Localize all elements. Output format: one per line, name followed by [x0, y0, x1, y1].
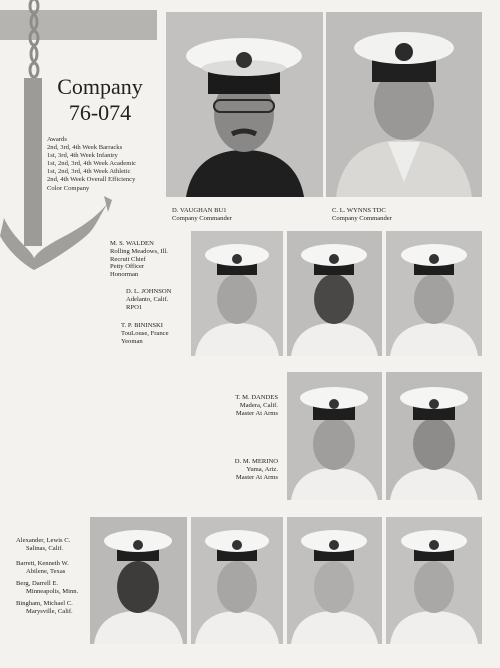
officer-hometown: Yuma, Ariz.: [246, 465, 278, 473]
recruit-hometown: Salinas, Calif.: [26, 544, 64, 552]
officer-title: Honorman: [110, 271, 139, 279]
officer-hometown: Madera, Calif.: [239, 401, 278, 409]
recruit-name: Berg, Darrell E.: [16, 580, 58, 587]
officer-hometown: TouLouse, France: [121, 329, 169, 337]
officer-title: RPO1: [126, 303, 143, 311]
photo-merino: [386, 372, 482, 500]
commander-role: Company Commander: [172, 214, 232, 222]
commander-name: D. VAUGHAN BU1: [172, 207, 227, 214]
award-line: 1st, 2nd, 3rd, 4th Week Academic: [47, 160, 137, 168]
portrait-image: [191, 231, 283, 356]
portrait-image: [287, 231, 382, 356]
portrait-image: [287, 372, 382, 500]
photo-berg: [287, 517, 382, 644]
recruit-hometown: Abilene, Texas: [26, 567, 66, 575]
photo-alexander: [90, 517, 187, 644]
officer-hometown: Rolling Meadows, Ill.: [110, 247, 168, 255]
commander-role: Company Commander: [332, 214, 392, 222]
officer-name: T. P. BININSKI: [121, 322, 164, 329]
photo-dandes: [287, 372, 382, 500]
recruit-name: Barrett, Kenneth W.: [16, 560, 69, 567]
officer-title: Master At Arms: [235, 473, 278, 481]
photo-commander-wynns: [326, 12, 482, 197]
photo-bininski: [386, 231, 482, 356]
award-line: 1st, 2nd, 3rd, 4th Week Athletic: [47, 168, 131, 176]
awards-list: [47, 136, 167, 193]
award-line: 2nd, 4th Week Overall Efficiency: [47, 176, 136, 184]
portrait-image: [386, 372, 482, 500]
recruit-hometown: Minneapolis, Minn.: [26, 587, 79, 595]
officer-hometown: Adelanto, Calif.: [126, 295, 169, 303]
recruit-hometown: Marysville, Calif.: [26, 607, 73, 615]
portrait-image: [386, 517, 482, 644]
photo-bingham: [386, 517, 482, 644]
portrait-image: [386, 231, 482, 356]
photo-barrett: [191, 517, 283, 644]
officer-caption: [200, 458, 278, 481]
officer-title: Yeoman: [121, 337, 143, 345]
photo-commander-vaughan: [166, 12, 323, 197]
officer-name: D. L. JOHNSON: [126, 288, 172, 295]
officer-caption: [200, 394, 278, 417]
officer-name: T. M. DANDES: [235, 394, 278, 401]
photo-johnson: [287, 231, 382, 356]
photo-walden: [191, 231, 283, 356]
officer-name: D. M. MERINO: [234, 458, 278, 465]
recruit-caption: [16, 600, 73, 616]
award-line: 1st, 3rd, 4th Week Infantry: [47, 152, 118, 160]
portrait-image: [166, 12, 323, 197]
recruit-caption: [16, 560, 69, 576]
recruit-name: Alexander, Lewis C.: [16, 537, 71, 544]
commander-caption: [332, 207, 392, 223]
portrait-image: [191, 517, 283, 644]
awards-label: Awards: [47, 136, 67, 143]
commander-caption: [172, 207, 232, 223]
company-title: Company: [57, 74, 143, 99]
recruit-name: Bingham, Michael C.: [16, 600, 73, 607]
officer-name: M. S. WALDEN: [110, 240, 154, 247]
recruit-caption: [16, 537, 70, 553]
recruit-caption: [16, 580, 78, 596]
award-line: 2nd, 3rd, 4th Week Barracks: [47, 144, 123, 152]
officer-title: Master At Arms: [235, 409, 278, 417]
company-number: 76-074: [68, 100, 132, 125]
commander-name: C. L. WYNNS TDC: [332, 207, 386, 214]
officer-caption: [121, 322, 169, 345]
portrait-image: [287, 517, 382, 644]
award-line: Color Company: [47, 184, 90, 192]
portrait-image: [90, 517, 187, 644]
officer-caption: [110, 240, 168, 279]
portrait-image: [326, 12, 482, 197]
officer-title: Petty Officer: [110, 263, 145, 271]
officer-title: Recruit Chief: [110, 255, 146, 263]
officer-caption: [126, 288, 171, 311]
